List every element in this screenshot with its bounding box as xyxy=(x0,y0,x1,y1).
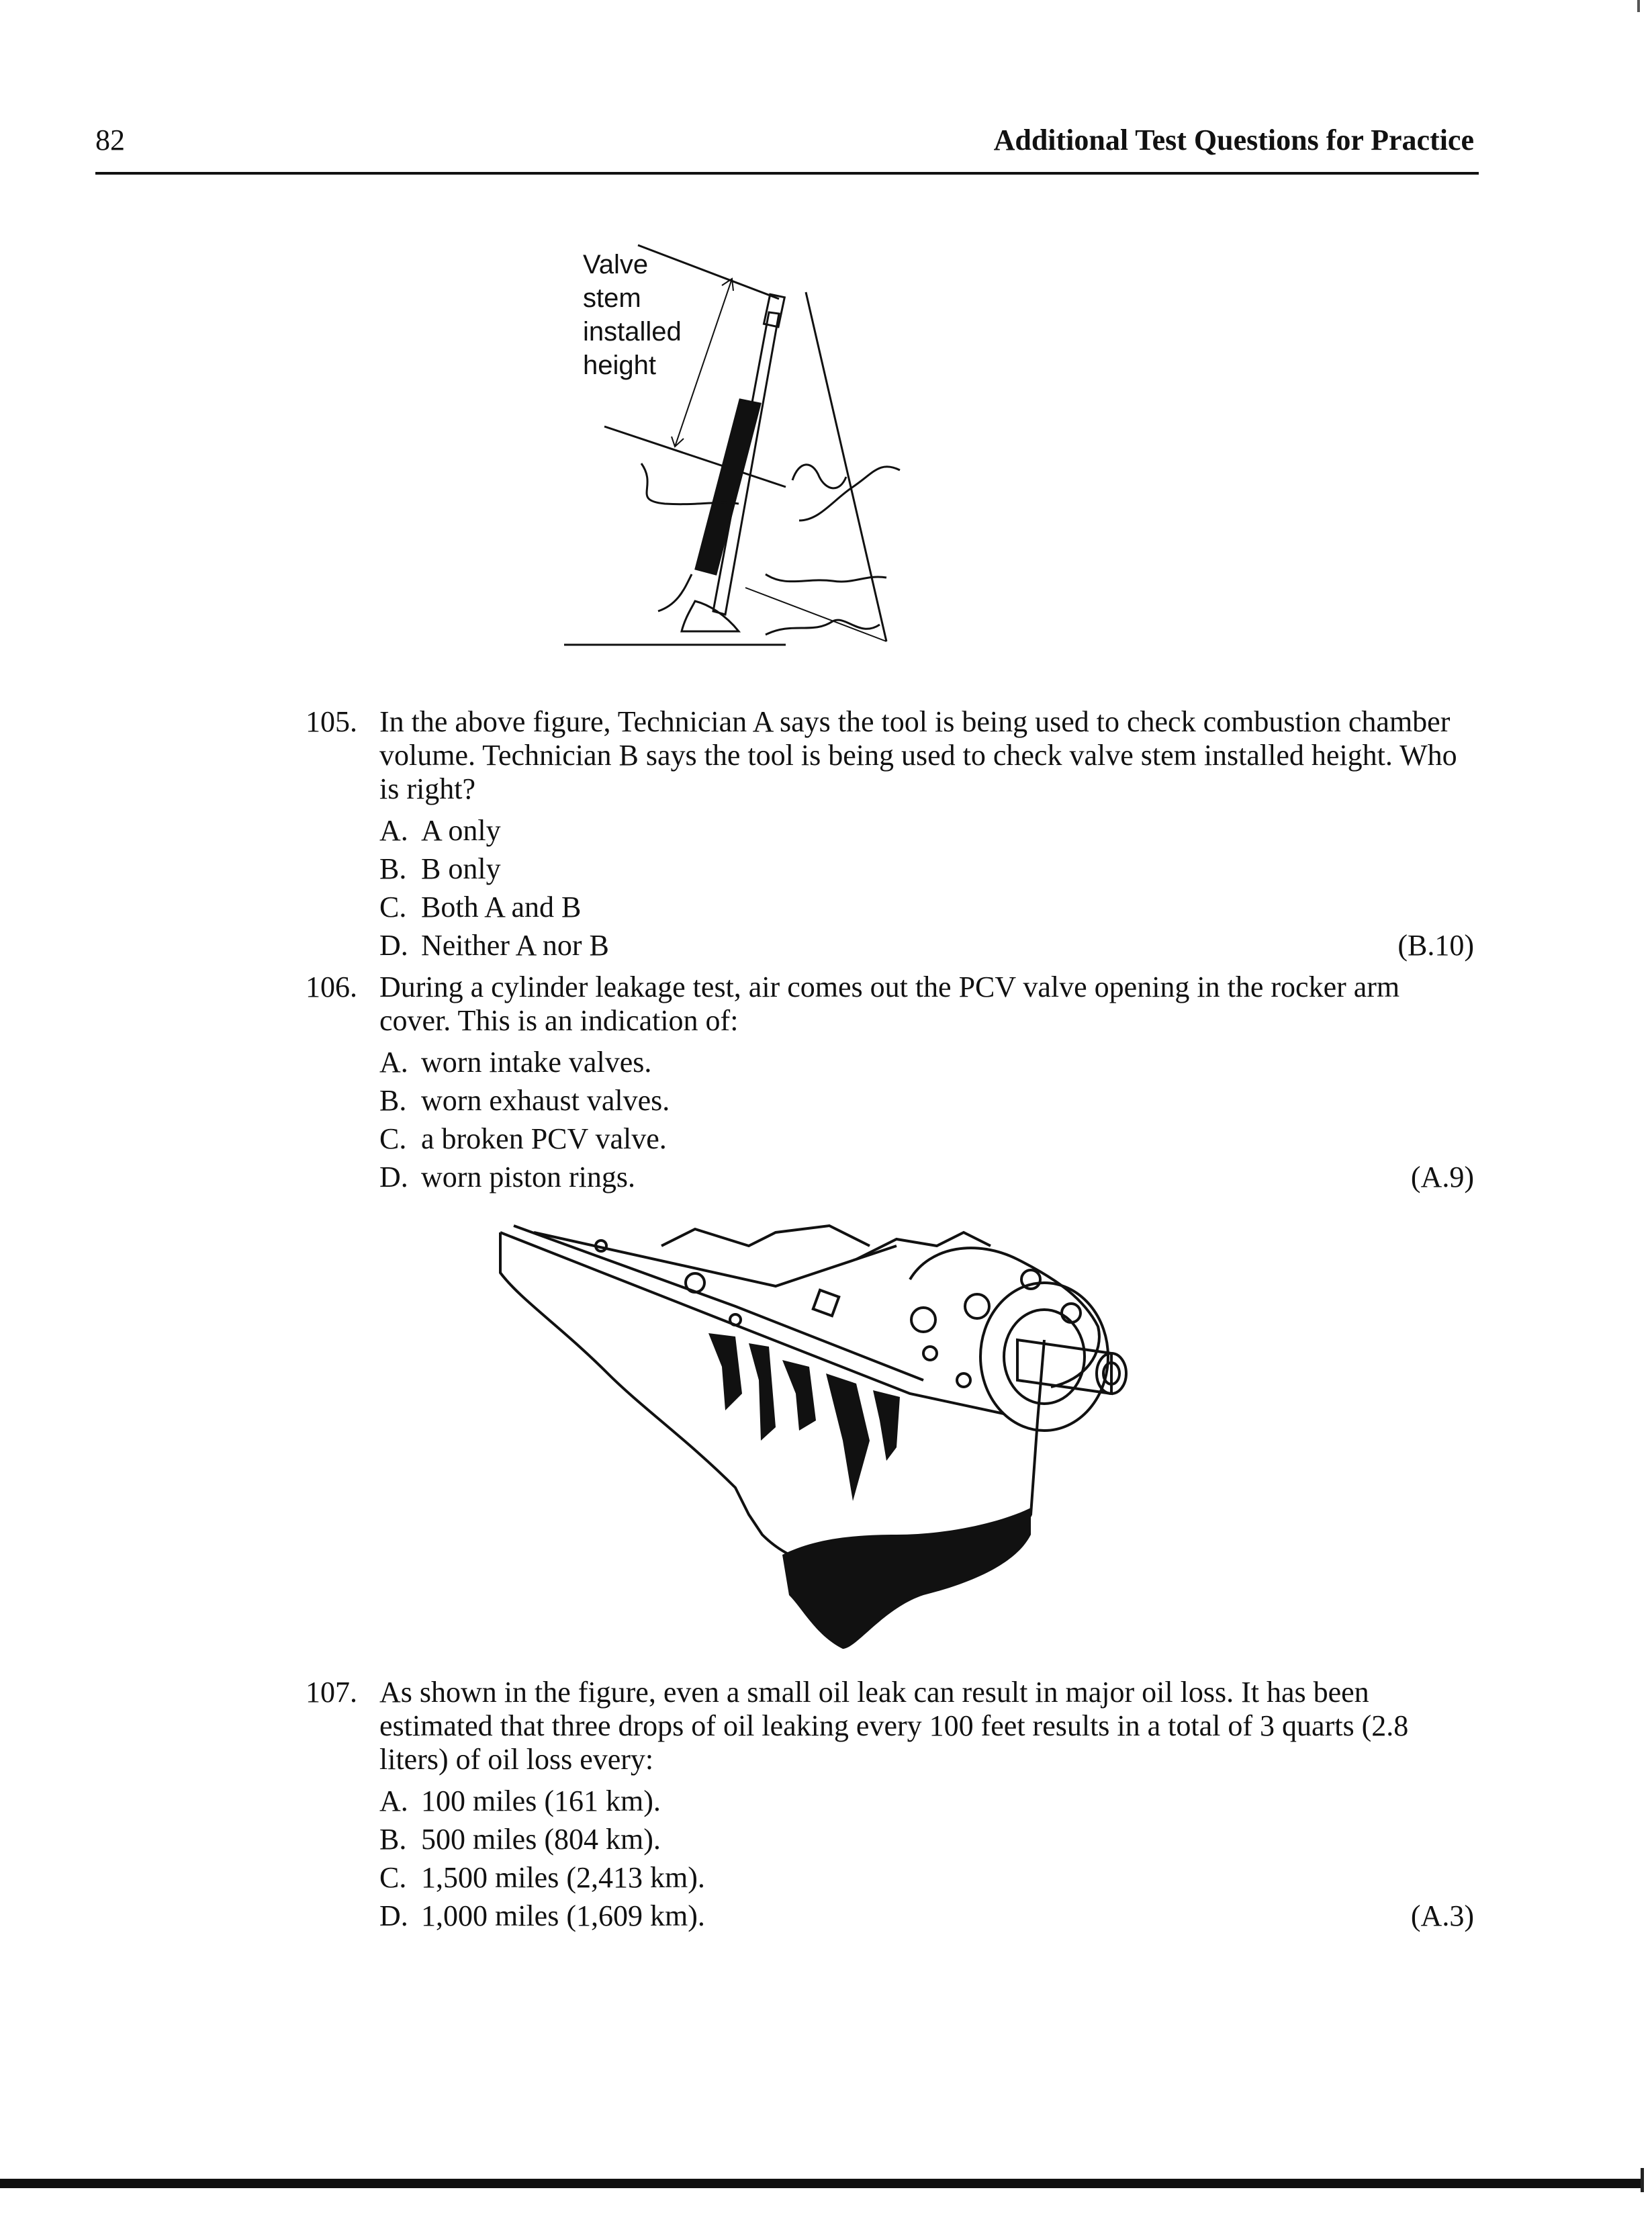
option-text: A only xyxy=(421,814,501,847)
header-rule xyxy=(95,172,1479,175)
task-reference: (A.9) xyxy=(1410,1161,1474,1193)
scan-edge-mark xyxy=(1637,0,1640,12)
valve-stem-height-figure xyxy=(564,238,1021,655)
option-text: worn exhaust valves. xyxy=(421,1084,670,1117)
option-letter: B. xyxy=(379,852,407,885)
question-number: 107. xyxy=(306,1676,357,1709)
task-reference: (B.10) xyxy=(1397,929,1474,962)
option-letter: D. xyxy=(379,1899,408,1932)
option-text: Both A and B xyxy=(421,891,582,923)
option-letter: B. xyxy=(379,1823,407,1856)
option-text: a broken PCV valve. xyxy=(421,1122,667,1155)
running-header-title: Additional Test Questions for Practice xyxy=(993,124,1474,156)
option-letter: C. xyxy=(379,1122,407,1155)
answer-option xyxy=(379,850,1474,888)
answer-option xyxy=(379,1820,1474,1858)
question-number: 106. xyxy=(306,970,357,1003)
option-text: 1,000 miles (1,609 km). xyxy=(421,1899,705,1932)
task-reference: (A.3) xyxy=(1410,1899,1474,1932)
answer-option xyxy=(379,811,1474,850)
option-text: Neither A nor B xyxy=(421,929,609,962)
figure-label-line-4: height xyxy=(583,351,656,380)
question-text: In the above figure, Technician A says the tool is being used to check combustion chamber volume. Technician B says the tool is being used to check valve stem installed height. Who is right? xyxy=(379,705,1457,805)
scan-edge-mark xyxy=(1641,2168,1644,2192)
answer-options xyxy=(379,1043,1474,1196)
answer-option xyxy=(379,1897,1474,1935)
option-text: 100 miles (161 km). xyxy=(421,1785,661,1817)
valve-stem-height-illustration xyxy=(564,238,1021,655)
engine-oil-leak-figure xyxy=(494,1219,1152,1649)
answer-options xyxy=(379,811,1474,964)
option-text: 500 miles (804 km). xyxy=(421,1823,661,1856)
question-107 xyxy=(306,1676,1474,1935)
option-letter: C. xyxy=(379,1861,407,1894)
footer-rule xyxy=(0,2179,1642,2188)
figure-label-line-2: stem xyxy=(583,283,641,313)
option-letter: B. xyxy=(379,1084,407,1117)
answer-option xyxy=(379,926,1474,964)
option-letter: D. xyxy=(379,1161,408,1193)
answer-option xyxy=(379,1081,1474,1120)
question-number: 105. xyxy=(306,705,357,738)
page-number: 82 xyxy=(95,124,125,156)
question-105 xyxy=(306,705,1474,964)
engine-oil-leak-illustration xyxy=(494,1219,1152,1649)
question-text: As shown in the figure, even a small oil leak can result in major oil loss. It has been estimated that three drops of oil leaking every 100 feet results in a total of 3 quarts (2.8 liters) of oil loss every: xyxy=(379,1676,1409,1776)
option-text: B only xyxy=(421,852,501,885)
answer-options xyxy=(379,1782,1474,1935)
option-letter: A. xyxy=(379,1785,408,1817)
figure-label-line-1: Valve xyxy=(583,250,649,279)
answer-option xyxy=(379,1158,1474,1196)
figure-label-line-3: installed xyxy=(583,317,682,347)
option-text: 1,500 miles (2,413 km). xyxy=(421,1861,705,1894)
option-letter: A. xyxy=(379,814,408,847)
answer-option xyxy=(379,888,1474,926)
answer-option xyxy=(379,1043,1474,1081)
option-text: worn piston rings. xyxy=(421,1161,635,1193)
option-letter: D. xyxy=(379,929,408,962)
answer-option xyxy=(379,1858,1474,1897)
answer-option xyxy=(379,1782,1474,1820)
option-letter: A. xyxy=(379,1046,408,1079)
option-text: worn intake valves. xyxy=(421,1046,652,1079)
option-letter: C. xyxy=(379,891,407,923)
answer-option xyxy=(379,1120,1474,1158)
question-text: During a cylinder leakage test, air comes out the PCV valve opening in the rocker arm cover. This is an indication of: xyxy=(379,970,1400,1037)
question-106 xyxy=(306,970,1474,1196)
